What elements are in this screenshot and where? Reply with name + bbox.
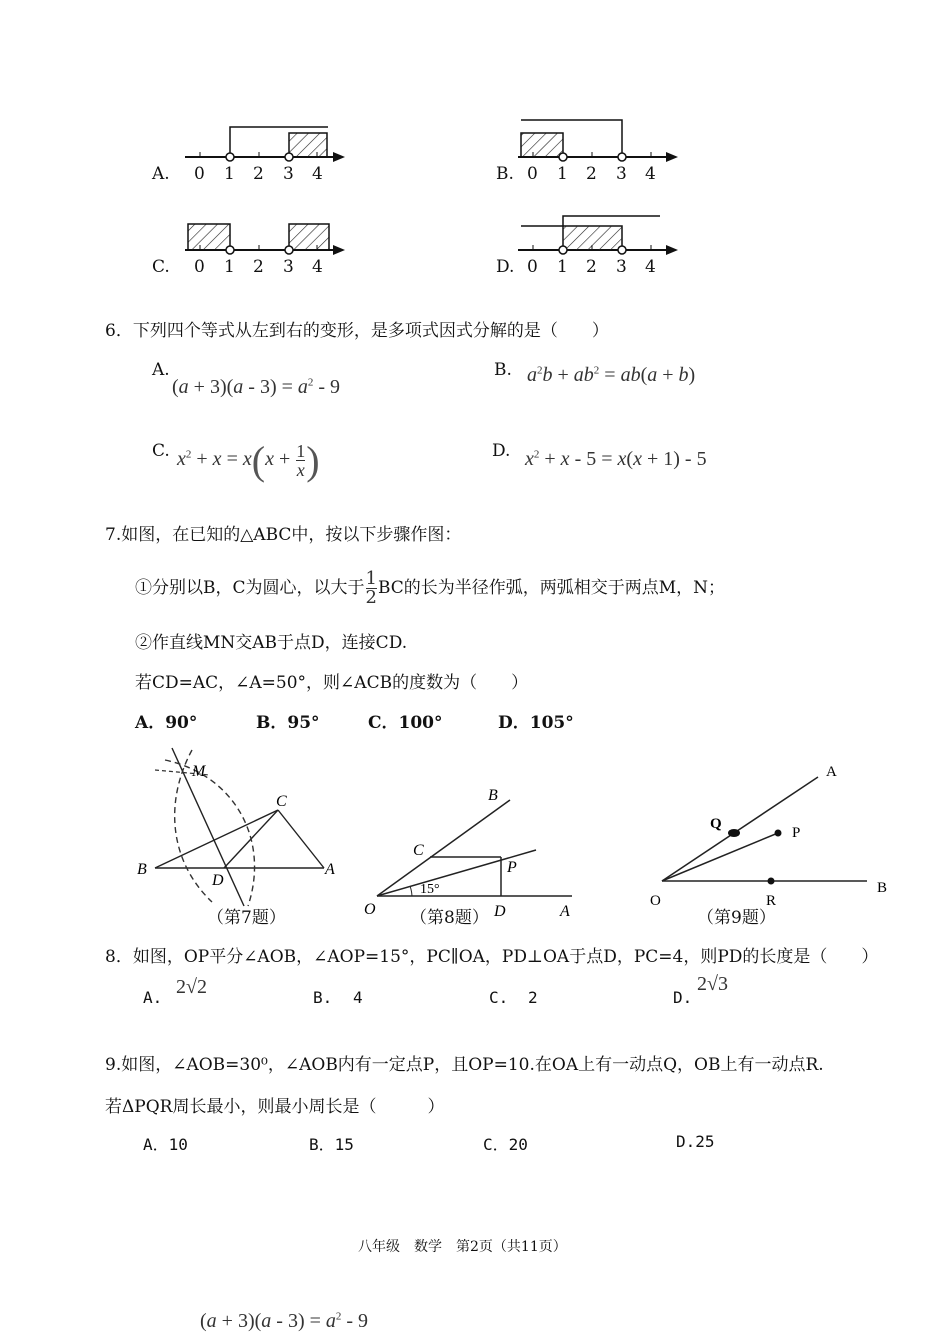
q6-option-d-formula: $x^2 + x - 5 = x(x + 1) - 5$ — [525, 448, 707, 470]
fig9-label-p: P — [792, 825, 801, 841]
fig9-label-b: B — [877, 880, 888, 896]
q9-option-d: D.25 — [676, 1132, 715, 1151]
fig7-caption: （第7题） — [207, 908, 286, 928]
fig9-label-o: O — [650, 893, 661, 909]
number-line-b — [518, 120, 678, 162]
q7-option-a: A．90° — [135, 713, 198, 733]
q7-option-d: D．105° — [498, 713, 574, 733]
fig8-label-b: B — [488, 787, 498, 804]
fig8-caption: （第8题） — [410, 908, 489, 928]
q9-stem-line1: 9.如图，∠AOB=30⁰，∠AOB内有一定点P，且OP=10.在OA上有一动点Q，OB上有一动点R. — [105, 1055, 824, 1075]
q6-option-c-letter: C. — [152, 441, 170, 461]
fig7-label-m: M — [192, 763, 206, 780]
number-line-d — [518, 216, 678, 255]
q8-option-b-value: 4 — [353, 988, 363, 1007]
q6-stem: 6．下列四个等式从左到右的变形，是多项式因式分解的是（ ） — [105, 321, 609, 341]
q5-option-d-letter: D. — [496, 257, 515, 277]
q6-option-a-letter: A. — [152, 360, 170, 380]
fig8-label-o: O — [364, 901, 376, 918]
q8-option-c-letter: C. — [489, 988, 509, 1007]
q9-option-b: B．15 — [309, 1135, 354, 1154]
q7-option-c: C．100° — [368, 713, 443, 733]
q7-stem: 7.如图，在已知的△ABC中，按以下步骤作图： — [105, 525, 462, 545]
fig8-label-angle: 15° — [420, 882, 440, 897]
fig7-label-b: B — [137, 861, 147, 878]
fig7-label-a: A — [325, 861, 335, 878]
q8-option-a-value: 2√2 — [176, 976, 207, 998]
number-line-a — [185, 127, 345, 162]
q5-option-c-letter: C. — [152, 257, 170, 277]
q6-option-a-formula: $(a + 3)(a - 3) = a^2 - 9$ — [172, 376, 341, 398]
page-footer: 八年级 数学 第2页（共11页） — [358, 1239, 567, 1255]
fig9-caption: （第9题） — [697, 908, 776, 928]
q5-number-lines — [0, 100, 950, 300]
fig9-label-a: A — [826, 764, 837, 780]
fig8-label-d: D — [494, 903, 506, 920]
fig9-label-q: Q — [710, 816, 722, 832]
q6-option-b-letter: B. — [494, 360, 512, 380]
q8-stem: 8．如图，OP平分∠AOB，∠AOP=15°，PC∥OA，PD⊥OA于点D，PC=4，则PD的长度是（ ） — [105, 947, 879, 967]
fig7-label-c: C — [276, 793, 287, 810]
fig8-label-p: P — [507, 859, 517, 876]
q8-option-b-letter: B. — [313, 988, 333, 1007]
fig8-label-a: A — [560, 903, 570, 920]
q7-option-b: B．95° — [256, 713, 320, 733]
q7-step2: ②作直线MN交AB于点D，连接CD. — [135, 633, 408, 653]
figure-9 — [640, 755, 900, 915]
q8-option-c-value: 2 — [528, 988, 538, 1007]
q8-option-d-letter: D. — [673, 988, 693, 1007]
q7-condition: 若CD=AC，∠A=50°，则∠ACB的度数为（ ） — [135, 673, 529, 693]
fig9-label-r: R — [766, 893, 777, 909]
q8-option-d-value: 2√3 — [697, 973, 728, 995]
number-line-c — [185, 224, 345, 255]
q8-option-a-letter: A. — [143, 988, 163, 1007]
q9-option-c: C．20 — [483, 1135, 528, 1154]
q6-option-c-formula: $x^2 + x = x(x$ + $\frac{1}{x}$ ) — [177, 438, 320, 483]
q9-option-a: A．10 — [143, 1135, 188, 1154]
q5-option-b-letter: B. — [496, 164, 514, 184]
q6-option-b-formula: $a^2b + ab^2 = ab(a + b)$ — [527, 364, 696, 386]
figure-7 — [130, 740, 350, 925]
fig8-label-c: C — [413, 842, 424, 859]
q6-option-d-letter: D. — [492, 441, 511, 461]
stray-formula: $(a + 3)(a - 3) = a^2 - 9$ — [200, 1310, 369, 1332]
fig7-label-d: D — [212, 872, 224, 889]
q9-stem-line2: 若ΔPQR周长最小，则最小周长是（ ） — [105, 1097, 445, 1117]
q7-step1: ①分别以B，C为圆心，以大于 $\frac{1}{2}$ BC的长为半径作弧，两弧相交于两点M，N； — [135, 568, 726, 608]
q5-option-a-letter: A. — [152, 164, 170, 184]
